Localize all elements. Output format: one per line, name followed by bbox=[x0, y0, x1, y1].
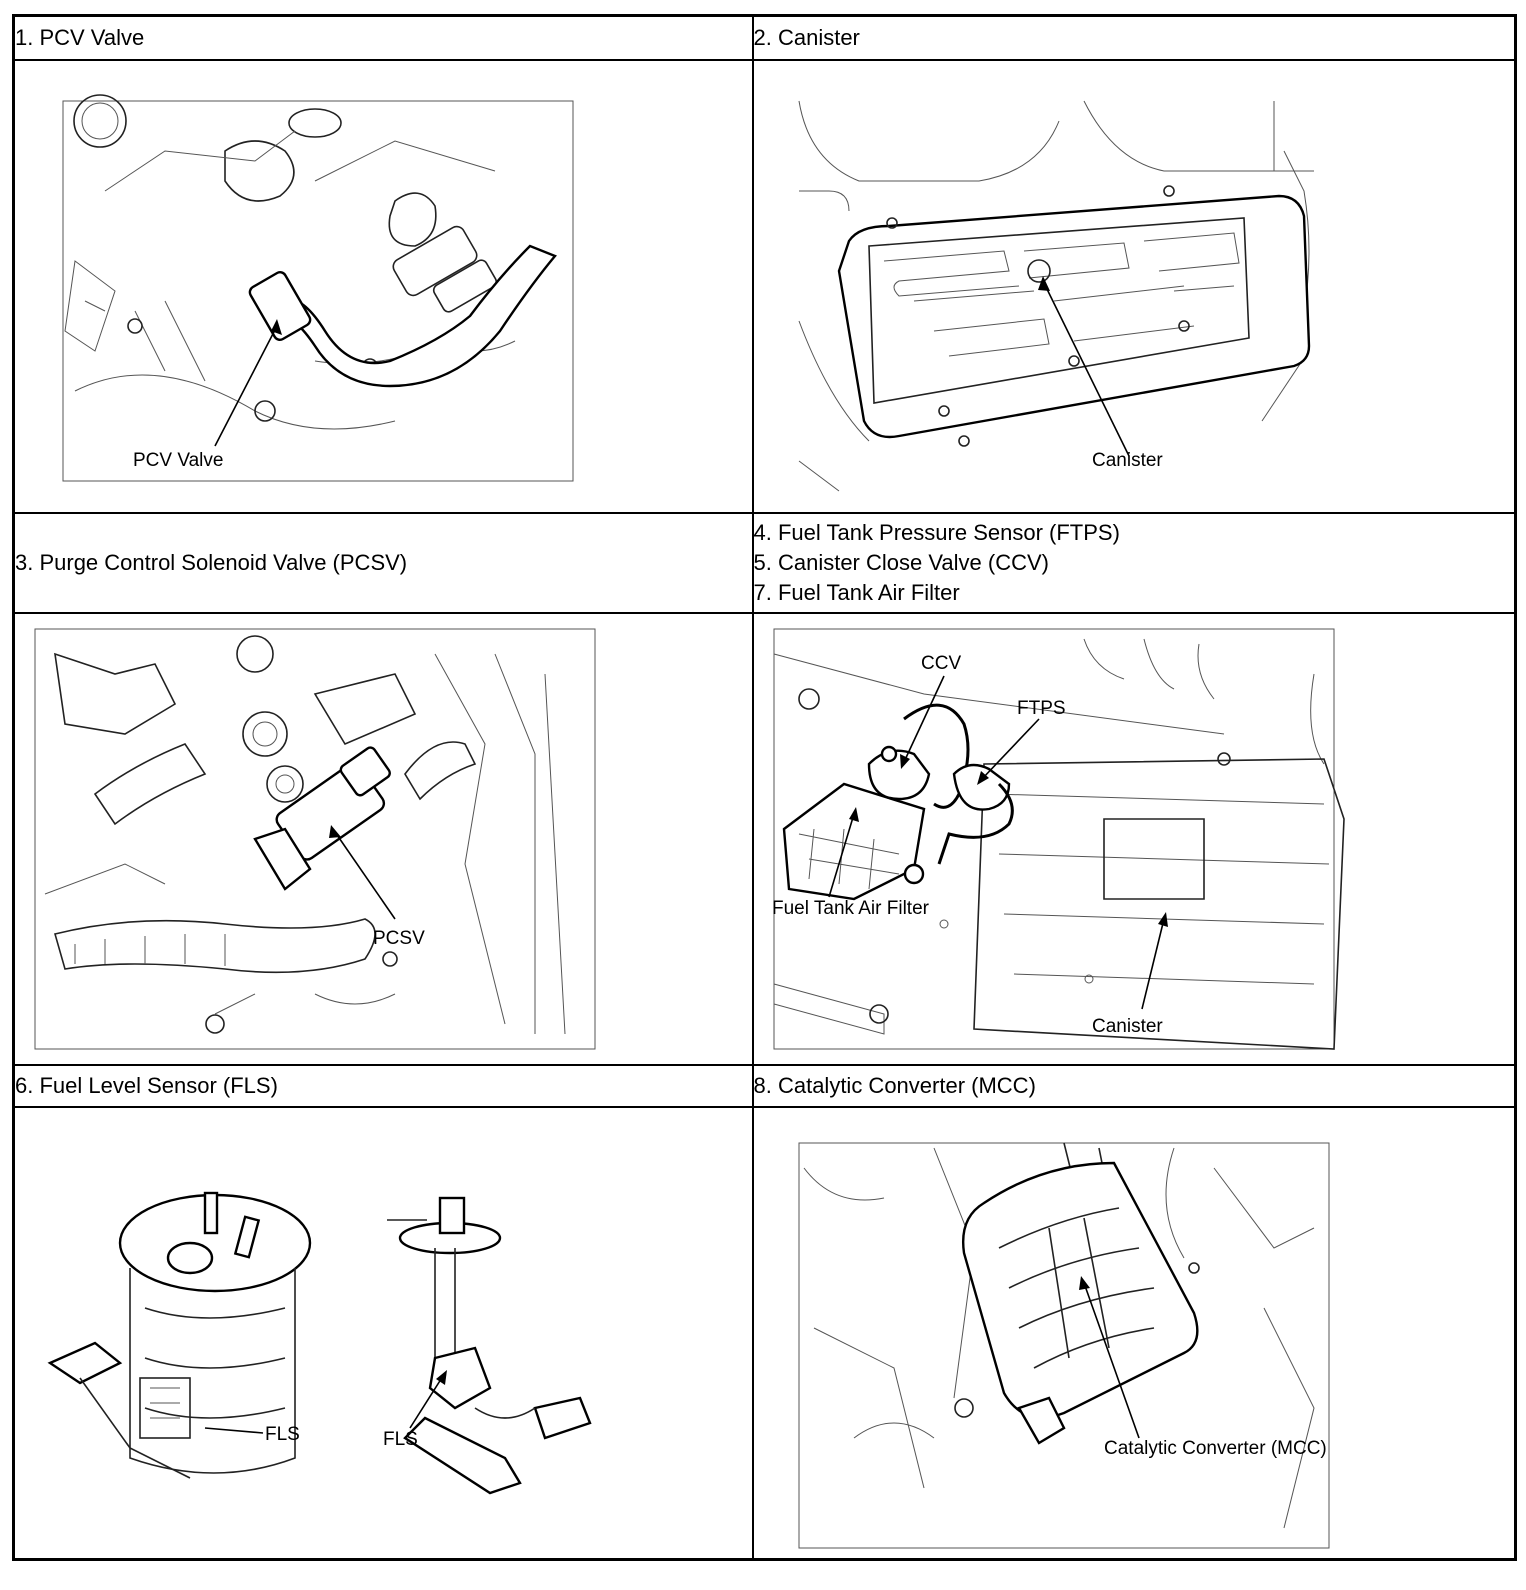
header-pcv-valve: 1. PCV Valve bbox=[15, 24, 145, 50]
cell-header bbox=[753, 16, 1516, 60]
canister-callout: Canister bbox=[1091, 449, 1163, 471]
header-canister: 2. Canister bbox=[753, 24, 860, 50]
cell-figure-pcsv bbox=[14, 613, 753, 1065]
canister-callout-2: Canister bbox=[1091, 1015, 1163, 1037]
ftps-leader bbox=[982, 719, 1039, 779]
header-ftps: 4. Fuel Tank Pressure Sensor (FTPS) bbox=[753, 519, 1120, 545]
canister-leader-2 bbox=[1142, 919, 1164, 1009]
header-mcc: 8. Catalytic Converter (MCC) bbox=[753, 1072, 1036, 1098]
component-location-table bbox=[12, 14, 1517, 1561]
cell-figure-pcv-valve bbox=[14, 60, 753, 513]
pcsv-part bbox=[255, 745, 392, 888]
fls-left-leader bbox=[205, 1428, 263, 1433]
canister-body bbox=[839, 196, 1309, 437]
fls-left-callout: FLS bbox=[265, 1423, 300, 1445]
pcsv-leader bbox=[335, 832, 395, 919]
pcv-valve-leader bbox=[215, 326, 277, 446]
pcsv-illustration bbox=[15, 614, 752, 1064]
cell-figure-mcc bbox=[753, 1107, 1516, 1560]
pcv-hose bbox=[280, 246, 555, 386]
header-row bbox=[14, 16, 1516, 60]
ftps-callout: FTPS bbox=[1016, 697, 1066, 719]
ccv-callout: CCV bbox=[920, 652, 961, 674]
figure-row bbox=[14, 60, 1516, 513]
header-row bbox=[14, 513, 1516, 613]
ccv-leader bbox=[904, 676, 944, 762]
cell-header bbox=[14, 1065, 753, 1107]
ftps-ccv-filter-illustration bbox=[754, 614, 1515, 1064]
fls-illustration bbox=[15, 1108, 752, 1558]
pcsv-callout: PCSV bbox=[373, 927, 425, 949]
cell-header bbox=[14, 513, 753, 613]
header-ccv: 5. Canister Close Valve (CCV) bbox=[753, 549, 1049, 575]
header-fuel-tank-air-filter: 7. Fuel Tank Air Filter bbox=[753, 579, 960, 605]
figure-row bbox=[14, 1107, 1516, 1560]
cell-figure-ftps-ccv-filter bbox=[753, 613, 1516, 1065]
pcv-valve-callout: PCV Valve bbox=[133, 449, 224, 471]
header-pcsv: 3. Purge Control Solenoid Valve (PCSV) bbox=[15, 549, 408, 575]
fuel-tank-air-filter-part bbox=[784, 784, 924, 899]
catalytic-converter-part bbox=[963, 1163, 1197, 1418]
canister-illustration bbox=[754, 61, 1515, 512]
mcc-callout: Catalytic Converter (MCC) bbox=[1103, 1437, 1327, 1459]
header-fls: 6. Fuel Level Sensor (FLS) bbox=[15, 1072, 278, 1098]
cell-figure-fls bbox=[14, 1107, 753, 1560]
pcv-valve-illustration bbox=[15, 61, 752, 512]
cell-header bbox=[753, 1065, 1516, 1107]
fuel-tank-air-filter-callout: Fuel Tank Air Filter bbox=[771, 897, 929, 919]
figure-row bbox=[14, 613, 1516, 1065]
cell-header bbox=[14, 16, 753, 60]
header-row bbox=[14, 1065, 1516, 1107]
ccv-part bbox=[869, 750, 929, 798]
cell-figure-canister bbox=[753, 60, 1516, 513]
mcc-illustration bbox=[754, 1108, 1515, 1558]
fls-right-callout: FLS bbox=[383, 1428, 418, 1450]
cell-header bbox=[753, 513, 1516, 613]
